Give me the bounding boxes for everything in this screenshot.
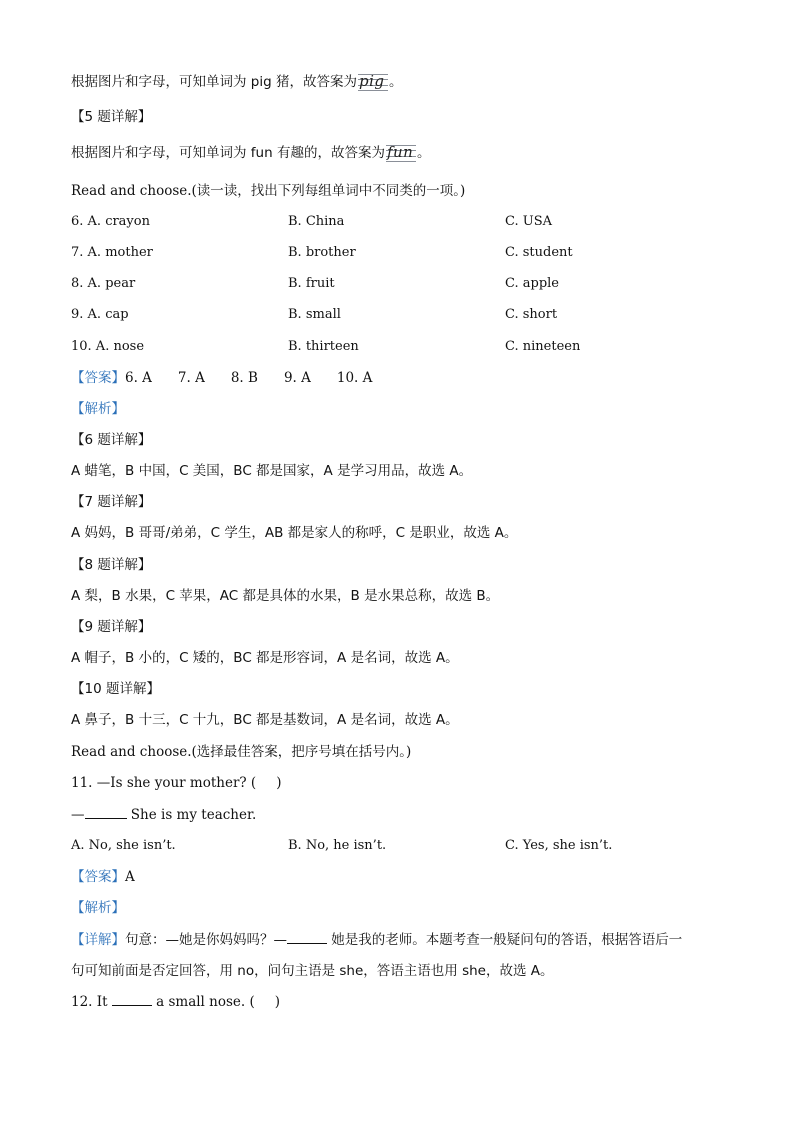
q4-end-punct: 。 — [388, 74, 403, 90]
q11-stem-text: 11. —Is she your mother? ( — [71, 775, 257, 791]
q11-response-line — [71, 806, 256, 824]
handwriting-word: fun — [386, 143, 414, 161]
q11-stem — [71, 774, 281, 792]
q5-answer-line — [71, 144, 430, 162]
answer-item: 8. B — [230, 370, 258, 386]
q5-end-punct: 。 — [416, 145, 431, 161]
answer-label: 【答案】 — [71, 869, 125, 885]
q11-answer-line — [71, 868, 135, 886]
q7-detail-heading: 【7 题详解】 — [71, 494, 152, 510]
q9-detail-heading: 【9 题详解】 — [71, 619, 152, 635]
q6-detail-text: A 蜡笔，B 中国，C 美国，BC 都是国家，A 是学习用品，故选 A。 — [71, 463, 473, 479]
q7-option-a: 7. A. mother — [71, 245, 153, 260]
q11-response-text: She is my teacher. — [130, 807, 257, 823]
answer-label: 【答案】 — [71, 370, 125, 386]
q9-detail-text: A 帽子，B 小的，C 矮的，BC 都是形容词，A 是名词，故选 A。 — [71, 650, 459, 666]
q11-option-a: A. No, she isn’t. — [71, 838, 176, 853]
q10-detail-text: A 鼻子，B 十三，C 十九，BC 都是基数词，A 是名词，故选 A。 — [71, 712, 459, 728]
q9-option-b: B. small — [288, 307, 341, 322]
answer-item: 6. A — [125, 370, 152, 386]
q11-detail-part1: 句意：—她是你妈妈吗？— — [125, 932, 287, 948]
q10-option-a: 10. A. nose — [71, 339, 145, 354]
q8-detail-heading: 【8 题详解】 — [71, 557, 152, 573]
q6-option-a: 6. A. crayon — [71, 214, 150, 229]
q11-option-b: B. No, he isn’t. — [288, 838, 387, 853]
q12-close: ) — [274, 994, 281, 1010]
section3-instruction: Read and choose.(选择最佳答案，把序号填在括号内。) — [71, 744, 412, 760]
q4-answer-text: 根据图片和字母，可知单词为 pig 猪，故答案为 — [71, 74, 357, 90]
q6-option-b: B. China — [288, 214, 345, 229]
q8-option-c: C. apple — [505, 276, 559, 291]
answer-item: 10. A — [336, 370, 373, 386]
q8-option-b: B. fruit — [288, 276, 335, 291]
analysis-label: 【解析】 — [71, 401, 125, 417]
q11-option-c: C. Yes, she isn’t. — [505, 838, 613, 853]
q11-detail-part2: 她是我的老师。本题考查一般疑问句的答语，根据答语后一 — [331, 932, 683, 948]
q5-answer-text: 根据图片和字母，可知单词为 fun 有趣的，故答案为 — [71, 145, 385, 161]
handwriting-answer-pig — [358, 73, 388, 91]
q11-answer: A — [125, 869, 135, 885]
q12-suffix: a small nose. ( — [156, 994, 255, 1010]
q12-stem — [71, 993, 280, 1011]
q11-detail-line2: 句可知前面是否定回答，用 no，问句主语是 she，答语主语也用 she，故选 A。 — [71, 963, 554, 979]
q9-option-c: C. short — [505, 307, 558, 322]
q10-detail-heading: 【10 题详解】 — [71, 681, 160, 697]
handwriting-word: pig — [358, 72, 385, 90]
q11-detail-line1 — [71, 931, 682, 949]
q11-analysis-label: 【解析】 — [71, 900, 125, 916]
q12-prefix: 12. It — [71, 994, 108, 1010]
q11-stem-close: ) — [276, 775, 282, 791]
section2-answer-line — [71, 369, 398, 387]
q6-detail-heading: 【6 题详解】 — [71, 432, 152, 448]
q8-detail-text: A 梨，B 水果，C 苹果，AC 都是具体的水果，B 是水果总称，故选 B。 — [71, 588, 500, 604]
section2-instruction: Read and choose.(读一读，找出下列每组单词中不同类的一项。) — [71, 183, 466, 199]
q7-option-c: C. student — [505, 245, 573, 260]
q9-option-a: 9. A. cap — [71, 307, 129, 322]
answer-item: 7. A — [177, 370, 205, 386]
answer-item: 9. A — [283, 370, 311, 386]
q11-detail-label: 【详解】 — [71, 932, 125, 948]
q11-blank — [85, 806, 127, 819]
q8-option-a: 8. A. pear — [71, 276, 136, 291]
q12-blank — [112, 993, 152, 1006]
q11-dash: — — [71, 807, 85, 823]
q6-option-c: C. USA — [505, 214, 552, 229]
q10-option-b: B. thirteen — [288, 339, 359, 354]
q7-option-b: B. brother — [288, 245, 356, 260]
q7-detail-text: A 妈妈，B 哥哥/弟弟，C 学生，AB 都是家人的称呼，C 是职业，故选 A。 — [71, 525, 518, 541]
q4-answer-line — [71, 73, 402, 91]
handwriting-answer-fun — [386, 144, 416, 162]
q10-option-c: C. nineteen — [505, 339, 581, 354]
q11-detail-blank — [287, 931, 327, 944]
q5-detail-heading: 【5 题详解】 — [71, 109, 152, 125]
